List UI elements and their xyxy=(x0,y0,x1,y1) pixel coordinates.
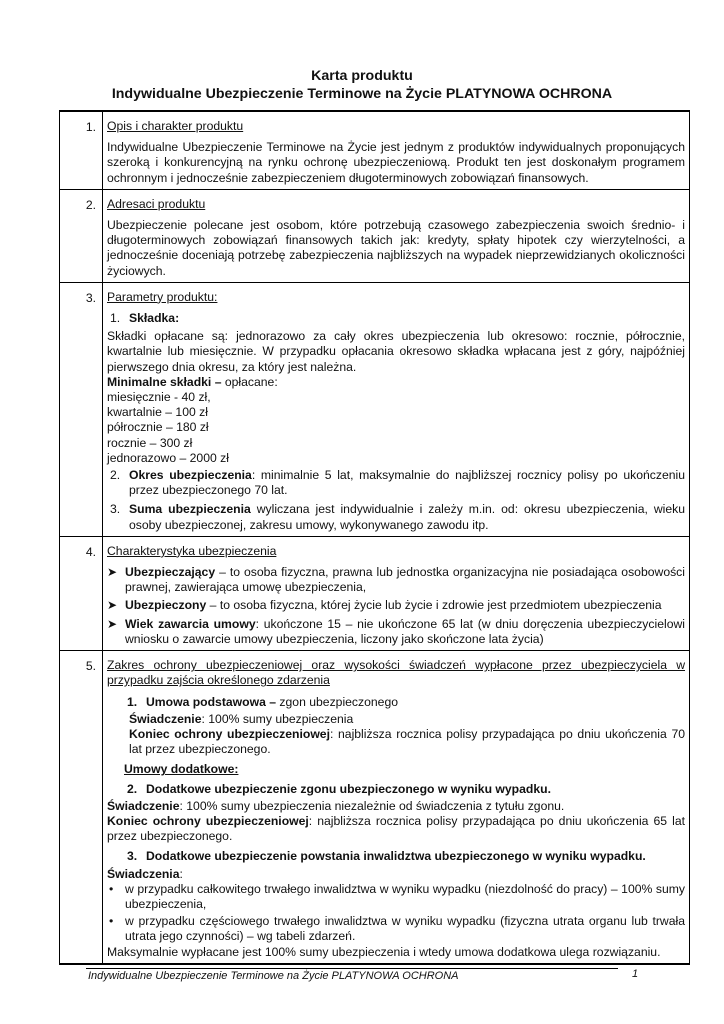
list-item xyxy=(107,598,685,613)
section-heading: Zakres ochrony ubezpieczeniowej oraz wysokości świadczeń wypłacone przez ubezpieczyciela w przypadku zajścia określonego zdarzenia xyxy=(107,658,685,688)
section-number: 5. xyxy=(60,651,103,964)
item-number: 1. xyxy=(127,694,138,709)
item-number: 1. xyxy=(110,311,121,326)
product-card-table xyxy=(59,110,690,965)
numbered-item xyxy=(107,468,685,498)
section-text: Indywidualne Ubezpieczenie Terminowe na Życie jest jednym z produktów indywidualnych proponujących szeroką i konkurencyjną na rynku ochronę ubezpieczeniową. Produkt ten jest doskonałym programem ochronnym i jednocześnie zabezpieczeniem długoterminowych zobowiązań finansowych. xyxy=(107,140,685,185)
section-content xyxy=(103,189,690,282)
coverage-end-line xyxy=(107,727,685,757)
coverage-end-text: : najbliższa rocznica polisy przypadająca po dniu ukończenia 65 lat przez ubezpieczonego. xyxy=(107,813,685,844)
item-title: Dodatkowe ubezpieczenie powstania inwalidztwa ubezpieczonego w wyniku wypadku. xyxy=(146,849,646,864)
section-row-5 xyxy=(60,651,690,964)
numbered-item xyxy=(107,782,685,797)
item-title: Składka: xyxy=(129,311,180,326)
section-heading: Parametry produktu: xyxy=(107,289,218,304)
item-text: – to osoba fizyczna, której życie lub życie i zdrowie jest przedmiotem ubezpieczenia xyxy=(206,598,662,613)
benefits-line xyxy=(107,867,685,882)
additional-contracts-label: Umowy dodatkowe: xyxy=(124,762,239,777)
item-text: – to osoba fizyczna, prawna lub jednostka organizacyjna nie posiadająca osobowości prawnej, zawierająca umowę ubezpieczenia, xyxy=(125,565,685,595)
item-title: Umowa podstawowa – xyxy=(146,694,277,709)
bullet-dot-icon: • xyxy=(109,881,114,896)
footer-text: Indywidualne Ubezpieczenie Terminowe na Życie PLATYNOWA OCHRONA xyxy=(88,970,459,982)
page-number: 1 xyxy=(632,968,639,980)
document-title: Karta produktu xyxy=(311,68,413,84)
section-row-2 xyxy=(60,189,690,282)
premium-text: Składki opłacane są: jednorazowo za cały okres ubezpieczenia lub okresowo: rocznie, półrocznie, kwartalnie lub miesięcznie. W przypadku opłacania okresowo składka wpłacana jest z góry, najpóźniej pierwszego dnia okresu, za który jest należna. xyxy=(107,329,685,374)
coverage-end-label: Koniec ochrony ubezpieczeniowej xyxy=(129,726,330,741)
section-row-3 xyxy=(60,282,690,536)
list-item xyxy=(107,565,685,595)
numbered-item xyxy=(107,502,685,532)
document-subtitle: Indywidualne Ubezpieczenie Terminowe na Życie PLATYNOWA OCHRONA xyxy=(111,86,613,102)
minimum-premiums xyxy=(107,375,685,390)
bullet-item xyxy=(107,914,685,944)
numbered-item xyxy=(107,695,685,710)
item-bold: Ubezpieczony xyxy=(125,598,207,613)
item-text: zgon ubezpieczonego xyxy=(276,694,399,709)
item-bold: Suma ubezpieczenia xyxy=(129,502,251,517)
arrow-bullet-icon: ➤ xyxy=(107,616,118,631)
benefit-label: Świadczenie xyxy=(129,711,202,726)
benefits-suffix: : xyxy=(179,866,183,881)
section-number: 2. xyxy=(60,189,103,282)
bullet-text: w przypadku całkowitego trwałego inwalidztwa w wyniku wypadku (niezdolność do pracy) – 100% sumy ubezpieczenia, xyxy=(125,881,685,911)
section-content xyxy=(103,282,690,536)
section-row-1 xyxy=(60,111,690,189)
item-number: 3. xyxy=(127,849,138,864)
numbered-item xyxy=(107,311,685,326)
item-number: 2. xyxy=(110,468,121,483)
item-text: : ukończone 15 – nie ukończone 65 lat (w dniu doręczenia ubezpieczycielowi wniosku o zawarcie umowy ubezpieczenia, liczony jako skończone lata życia) xyxy=(125,616,685,646)
item-number: 3. xyxy=(110,502,121,517)
section-row-4 xyxy=(60,536,690,650)
min-suffix: opłacane: xyxy=(221,374,278,389)
arrow-bullet-icon: ➤ xyxy=(107,565,118,580)
section-heading: Adresaci produktu xyxy=(107,196,206,211)
section-content xyxy=(103,536,690,650)
item-bold: Okres ubezpieczenia xyxy=(129,468,252,483)
coverage-end-text: : najbliższa rocznica polisy przypadająca po dniu ukończenia 70 lat przez ubezpieczonego. xyxy=(129,726,685,757)
section-number: 4. xyxy=(60,536,103,650)
benefits-label: Świadczenia xyxy=(107,866,180,881)
numbered-item xyxy=(107,849,685,864)
item-text: wyliczana jest indywidualnie i zależy m.in. od: okresu ubezpieczenia, wieku osoby ubezpieczonej, zakresu umowy, wykonywanego zawodu itp. xyxy=(129,502,686,532)
section-content xyxy=(103,651,690,964)
bullet-text: w przypadku częściowego trwałego inwalidztwa w wyniku wypadku (fizyczna utrata organu lub trwała utrata jego czynności) – wg tabeli zdarzeń. xyxy=(125,914,685,944)
bullet-item xyxy=(107,882,685,912)
arrow-bullet-icon: ➤ xyxy=(107,598,118,613)
section-number: 3. xyxy=(60,282,103,536)
item-bold: Wiek zawarcia umowy xyxy=(125,616,256,631)
section-number: 1. xyxy=(60,111,103,189)
item-number: 2. xyxy=(127,781,138,796)
item-title: Dodatkowe ubezpieczenie zgonu ubezpieczonego w wyniku wypadku. xyxy=(146,781,551,796)
min-line: półrocznie – 180 zł xyxy=(107,420,209,435)
benefit-line xyxy=(107,799,685,814)
min-label: Minimalne składki – xyxy=(107,374,222,389)
min-line: rocznie – 300 zł xyxy=(107,435,193,450)
min-line: kwartalnie – 100 zł xyxy=(107,405,208,420)
section-heading: Opis i charakter produktu xyxy=(107,119,244,133)
maximum-payout-note: Maksymalnie wypłacane jest 100% sumy ubezpieczenia i wtedy umowa dodatkowa ulega rozwiązaniu. xyxy=(107,944,661,959)
min-line: miesięcznie - 40 zł, xyxy=(107,390,211,405)
section-content xyxy=(103,111,690,189)
min-line: jednorazowo – 2000 zł xyxy=(107,450,229,465)
item-bold: Ubezpieczający xyxy=(125,565,216,580)
benefit-text: : 100% sumy ubezpieczenia niezależnie od świadczenia z tytułu zgonu. xyxy=(179,798,565,813)
benefit-text: : 100% sumy ubezpieczenia xyxy=(201,711,354,726)
benefit-label: Świadczenie xyxy=(107,798,180,813)
bullet-dot-icon: • xyxy=(109,914,114,929)
coverage-end-line xyxy=(107,814,685,844)
additional-contracts xyxy=(107,762,685,777)
list-item xyxy=(107,617,685,647)
coverage-end-label: Koniec ochrony ubezpieczeniowej xyxy=(107,813,309,828)
section-heading: Charakterystyka ubezpieczenia xyxy=(107,543,277,558)
benefit-line xyxy=(107,712,685,727)
item-text: : minimalnie 5 lat, maksymalnie do najbliższej rocznicy polisy po ukończeniu przez ubezpieczonego 70 lat. xyxy=(129,468,685,498)
section-text: Ubezpieczenie polecane jest osobom, które potrzebują czasowego zabezpieczenia swoich średnio- i długoterminowych zobowiązań finansowych takich jak: kredyty, spłaty hipotek czy wierzytelności, a jednocześnie doceniają potrzebę zabezpieczenia najbliższych na wypadek nieprzewidzianych okoliczności życiowych. xyxy=(107,218,685,278)
